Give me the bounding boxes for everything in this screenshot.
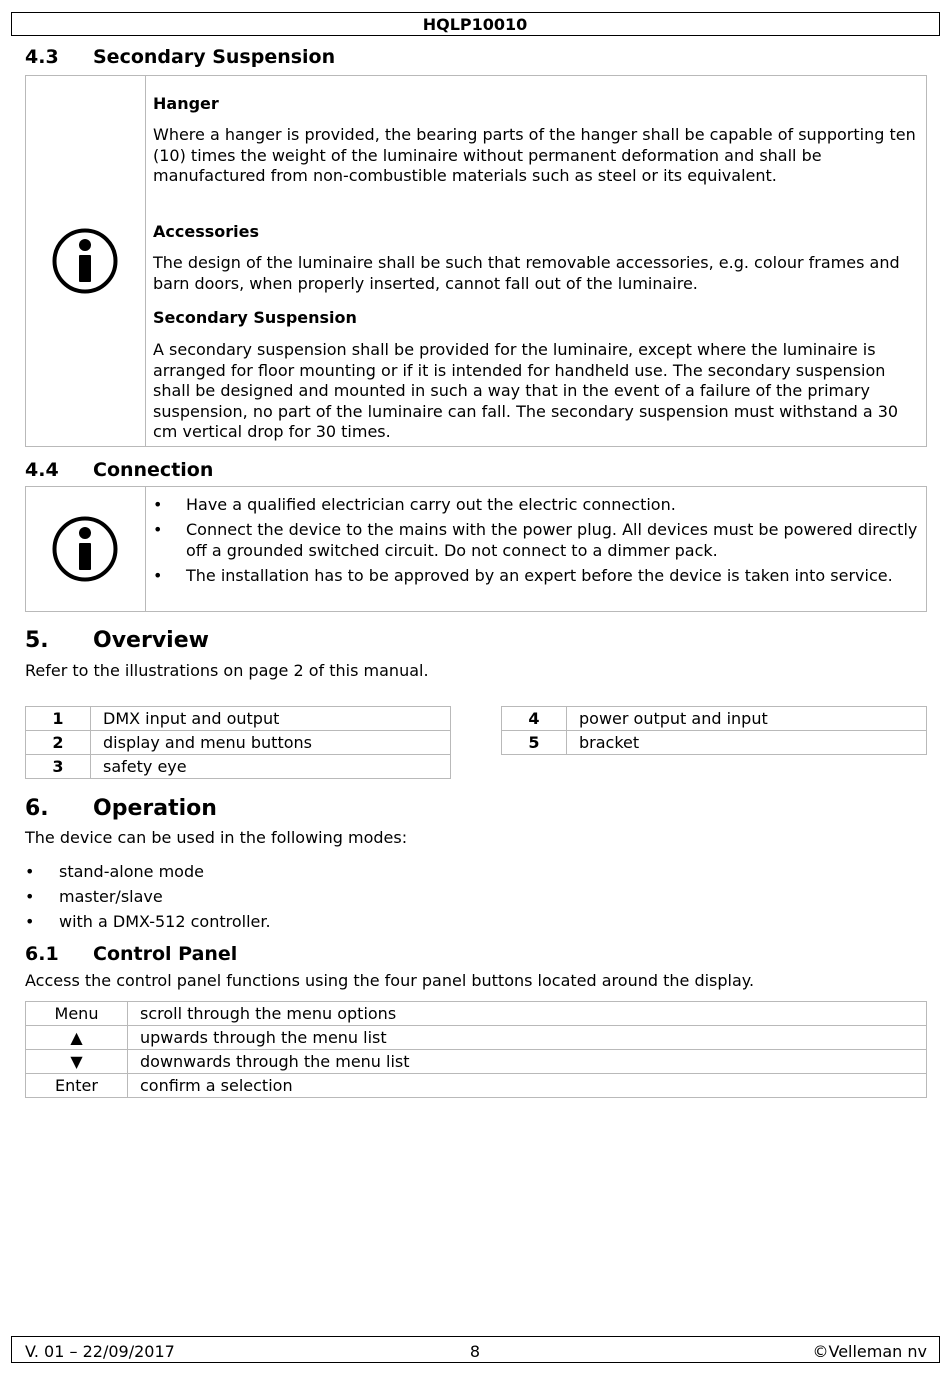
control-panel-table bbox=[25, 1001, 927, 1098]
document-code: HQLP10010 bbox=[422, 15, 528, 34]
info-icon bbox=[52, 228, 118, 294]
button-function: confirm a selection bbox=[128, 1074, 927, 1098]
info-icon-cell bbox=[26, 487, 146, 611]
up-arrow-icon: ▲ bbox=[26, 1026, 128, 1050]
bullet: • bbox=[153, 520, 163, 539]
list-item-text: The installation has to be approved by an expert before the device is taken into service. bbox=[186, 566, 893, 585]
section-6-1-heading bbox=[25, 943, 237, 965]
bullet: • bbox=[25, 862, 35, 881]
control-panel-intro: Access the control panel functions using the four panel buttons located around the display. bbox=[25, 971, 755, 990]
section-5-heading bbox=[25, 628, 209, 653]
bullet: • bbox=[25, 912, 35, 931]
item-number: 5 bbox=[502, 731, 567, 755]
mode-text: master/slave bbox=[59, 887, 163, 906]
table-row bbox=[502, 707, 927, 731]
section-number: 4.4 bbox=[25, 459, 59, 481]
section-title: Connection bbox=[93, 459, 214, 481]
accessories-heading: Accessories bbox=[153, 222, 259, 241]
secondary-suspension-text: A secondary suspension shall be provided for the luminaire, except where the luminaire is arranged for floor mounting or if it is intended for handheld use. The secondary suspension shall be designed and mounted in such a way that in the event of a failure of the primary suspension, no part of the luminaire can fall. The secondary suspension must withstand a 30 cm vertical drop for 30 times. bbox=[153, 340, 899, 441]
page-number: 8 bbox=[469, 1342, 481, 1361]
operation-intro: The device can be used in the following modes: bbox=[25, 828, 408, 847]
section-6-heading bbox=[25, 796, 217, 821]
item-number: 1 bbox=[26, 707, 91, 731]
table-row bbox=[26, 755, 451, 779]
item-number: 3 bbox=[26, 755, 91, 779]
overview-table-left bbox=[25, 706, 451, 779]
section-title: Secondary Suspension bbox=[93, 46, 336, 68]
section-number: 5. bbox=[25, 628, 49, 653]
info-icon-cell bbox=[26, 76, 146, 446]
secondary-suspension-heading: Secondary Suspension bbox=[153, 308, 357, 327]
hanger-text: Where a hanger is provided, the bearing parts of the hanger shall be capable of supporting ten (10) times the weight of the luminaire without permanent deformation and shall be manufactured from non-combustible materials such as steel or its equivalent. bbox=[153, 125, 916, 185]
section-title: Control Panel bbox=[93, 943, 238, 965]
footer-version: V. 01 – 22/09/2017 bbox=[25, 1342, 175, 1361]
footer-copyright: ©Velleman nv bbox=[812, 1342, 927, 1361]
mode-text: with a DMX-512 controller. bbox=[59, 912, 271, 931]
table-row bbox=[502, 731, 927, 755]
section-number: 6.1 bbox=[25, 943, 59, 965]
item-number: 4 bbox=[502, 707, 567, 731]
mode-text: stand-alone mode bbox=[59, 862, 204, 881]
accessories-text: The design of the luminaire shall be such that removable accessories, e.g. colour frames and barn doors, when properly inserted, cannot fall out of the luminaire. bbox=[153, 253, 900, 293]
list-item-text: Have a qualified electrician carry out the electric connection. bbox=[186, 495, 676, 514]
table-row bbox=[26, 731, 451, 755]
item-label: display and menu buttons bbox=[91, 731, 451, 755]
overview-table-right bbox=[501, 706, 927, 755]
button-function: upwards through the menu list bbox=[128, 1026, 927, 1050]
item-label: bracket bbox=[567, 731, 927, 755]
button-function: downwards through the menu list bbox=[128, 1050, 927, 1074]
item-label: power output and input bbox=[567, 707, 927, 731]
table-row bbox=[26, 1050, 927, 1074]
item-label: DMX input and output bbox=[91, 707, 451, 731]
button-name: Menu bbox=[26, 1002, 128, 1026]
bullet: • bbox=[153, 495, 163, 514]
section-4-4-heading bbox=[25, 459, 213, 481]
secondary-suspension-infobox bbox=[25, 75, 927, 447]
button-function: scroll through the menu options bbox=[128, 1002, 927, 1026]
section-title: Overview bbox=[93, 628, 209, 653]
hanger-heading: Hanger bbox=[153, 94, 219, 113]
table-row bbox=[26, 707, 451, 731]
list-item-text: Connect the device to the mains with the power plug. All devices must be powered directly off a grounded switched circuit. Do not connect to a dimmer pack. bbox=[186, 520, 918, 560]
table-row bbox=[26, 1026, 927, 1050]
bullet: • bbox=[25, 887, 35, 906]
item-number: 2 bbox=[26, 731, 91, 755]
overview-intro: Refer to the illustrations on page 2 of this manual. bbox=[25, 661, 429, 680]
table-row bbox=[26, 1074, 927, 1098]
table-row bbox=[26, 1002, 927, 1026]
info-icon bbox=[52, 516, 118, 582]
connection-infobox bbox=[25, 486, 927, 612]
section-title: Operation bbox=[93, 796, 217, 821]
section-number: 6. bbox=[25, 796, 49, 821]
section-4-3-heading bbox=[25, 46, 335, 68]
section-number: 4.3 bbox=[25, 46, 59, 68]
button-name: Enter bbox=[26, 1074, 128, 1098]
item-label: safety eye bbox=[91, 755, 451, 779]
bullet: • bbox=[153, 566, 163, 585]
down-arrow-icon: ▼ bbox=[26, 1050, 128, 1074]
